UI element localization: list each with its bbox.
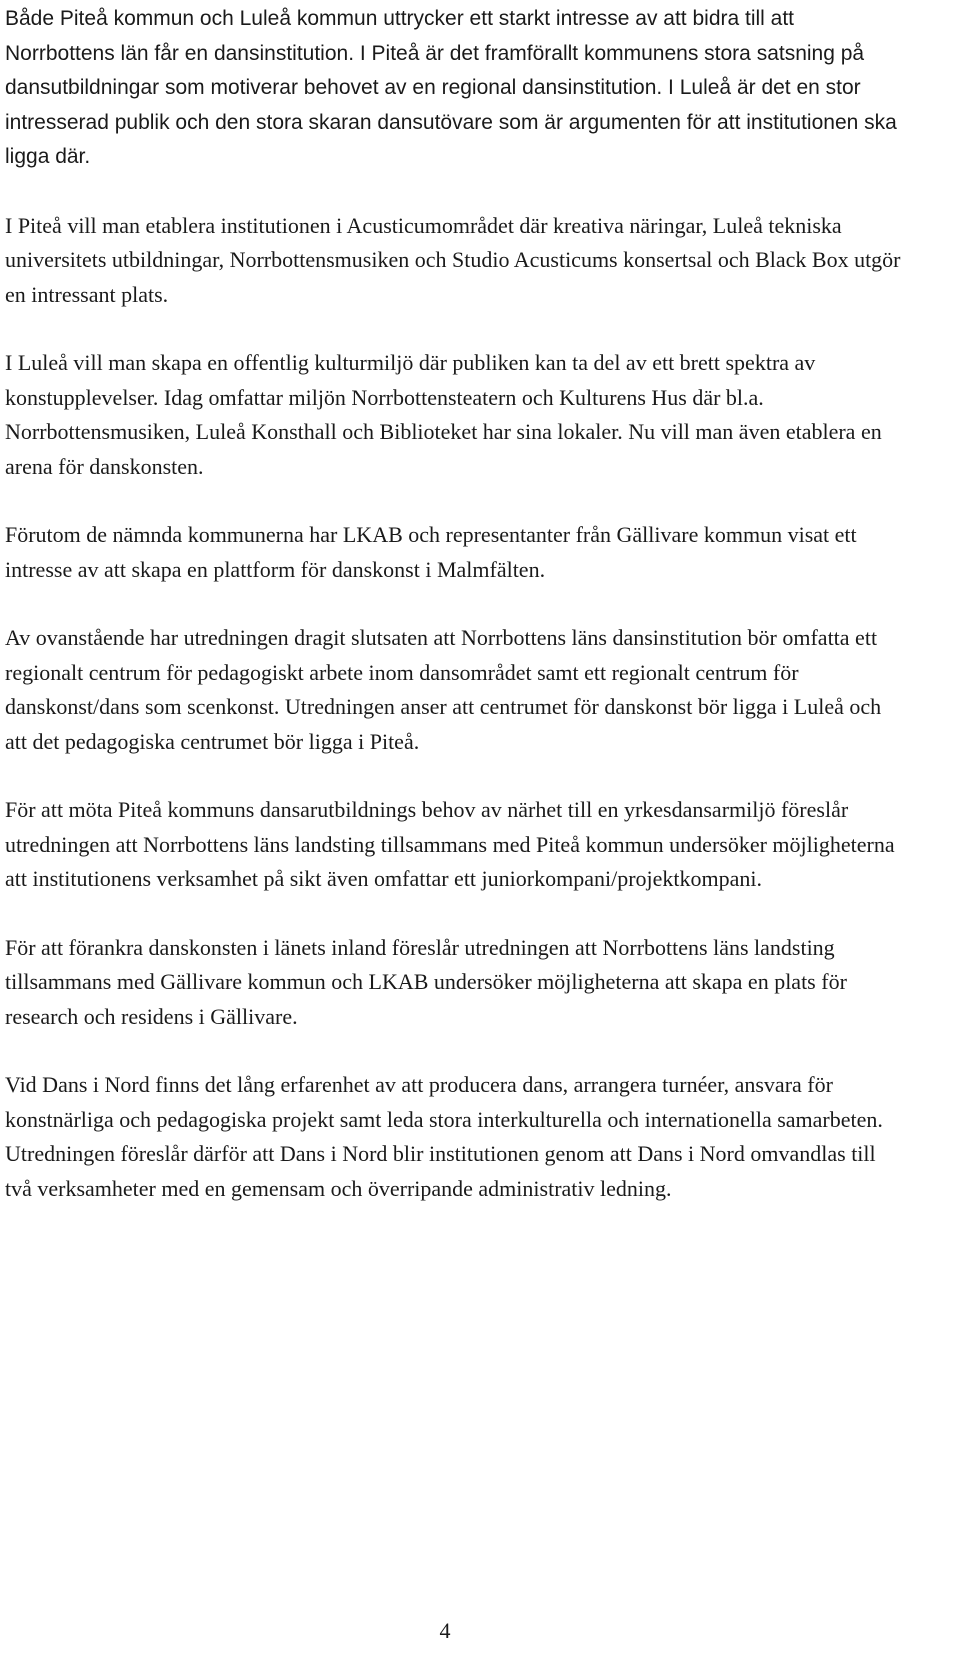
paragraph-1: Både Piteå kommun och Luleå kommun uttrycker ett starkt intresse av att bidra till att Norrbottens län får en dansinstitution. I Piteå är det framförallt kommunens stora satsning på dansutbildningar som motiverar behovet av en regional dansinstitution. I Luleå är det en stor intresserad publik och den stora skaran dansutövare som är argumenten för att institutionen ska ligga där. (5, 7, 897, 168)
paragraph-3: I Luleå vill man skapa en offentlig kulturmiljö där publiken kan ta del av ett brett spektra av konstupplevelser. Idag omfattar miljön Norrbottensteatern och Kulturens Hus där bl.a. Norrbottensmusiken, Luleå Konsthall och Biblioteket har sina lokaler. Nu vill man även etablera en arena för danskonsten. (5, 350, 882, 479)
paragraph-8: Vid Dans i Nord finns det lång erfarenhet av att producera dans, arrangera turnéer, ansvara för konstnärliga och pedagogiska projekt samt leda stora interkulturella och internationella samarbeten. Utredningen föreslår därför att Dans i Nord blir institutionen genom att Dans i Nord omvandlas till två verksamheter med en gemensam och överripande administrativ ledning. (5, 1072, 883, 1201)
paragraph-2: I Piteå vill man etablera institutionen i Acusticumområdet där kreativa näringar, Luleå tekniska universitets utbildningar, Norrbottensmusiken och Studio Acusticums konsertsal och Black Box utgör en intressant plats. (5, 212, 901, 307)
paragraph-5: Av ovanstående har utredningen dragit slutsaten att Norrbottens läns dansinstitution bör omfatta ett regionalt centrum för pedagogiskt arbete inom dansområdet samt ett regionalt centrum för danskonst/dans som scenkonst. Utredningen anser att centrumet för danskonst bör ligga i Luleå och att det pedagogiska centrumet bör ligga i Piteå. (5, 625, 882, 754)
paragraph-6: För att möta Piteå kommuns dansarutbildnings behov av närhet till en yrkesdansarmiljö föreslår utredningen att Norrbottens läns landsting tillsammans med Piteå kommun undersöker möjligheterna att institutionens verksamhet på sikt även omfattar ett juniorkompani/projektkompani. (5, 797, 895, 891)
page-number: 4 (439, 1618, 451, 1643)
paragraph-4: Förutom de nämnda kommunerna har LKAB och representanter från Gällivare kommun visat ett intresse av att skapa en plattform för danskonst i Malmfälten. (5, 522, 857, 582)
paragraph-7: För att förankra danskonsten i länets inland föreslår utredningen att Norrbottens läns landsting tillsammans med Gällivare kommun och LKAB undersöker möjligheterna att skapa en plats för research och residens i Gällivare. (5, 934, 847, 1029)
document-body (5, 2, 905, 1240)
